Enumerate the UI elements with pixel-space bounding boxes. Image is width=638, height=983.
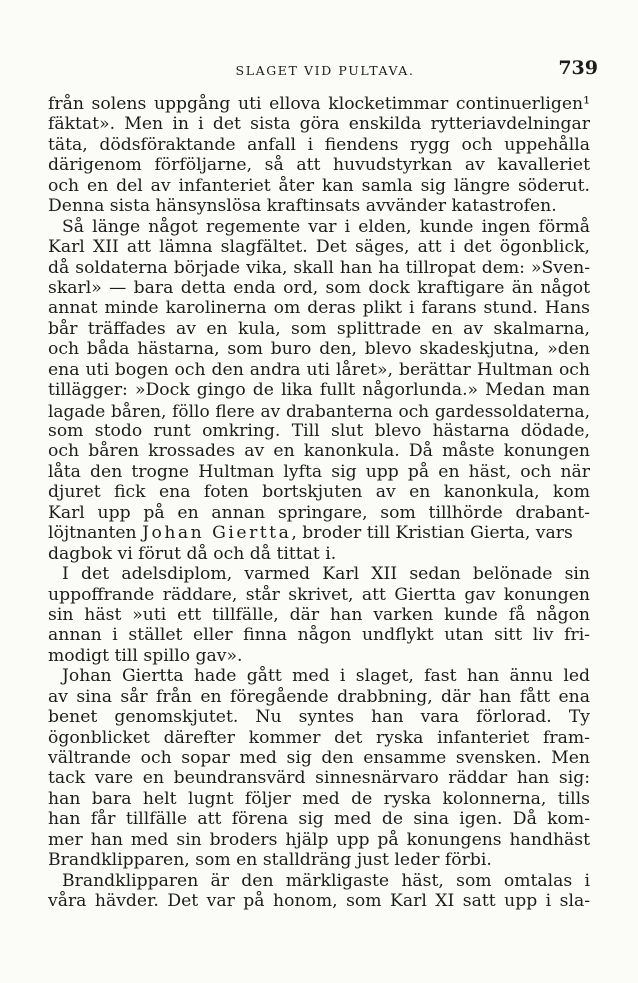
text-line: annan i stället eller finna någon undflykt utan sitt liv fri- bbox=[48, 625, 590, 646]
page-number: 739 bbox=[558, 57, 598, 79]
text-line: skarl» — bara detta enda ord, som dock kraftigare än något bbox=[48, 277, 590, 298]
text-line: Denna sista hänsynslösa kraftinsats avvänder katastrofen. bbox=[48, 196, 557, 217]
spaced-name: Johan Giertta bbox=[142, 523, 292, 544]
text-line: dagbok vi förut då och då tittat i. bbox=[48, 543, 337, 564]
text-line: Brandklipparen är den märkligaste häst, som omtalas i bbox=[62, 870, 590, 891]
text-line: Karl XII att lämna slagfältet. Det säges, att i det ögonblick, bbox=[48, 237, 590, 258]
text-line: från solens uppgång uti ellova klocketimmar continuerligen¹ bbox=[48, 94, 590, 114]
text-line: vältrande och sopar med sig den ensamme svensken. Men bbox=[48, 748, 590, 768]
text-line: modigt till spillo gav». bbox=[48, 645, 243, 666]
text-line: ena uti bogen och den andra uti låret», berättar Hultman och bbox=[48, 359, 590, 380]
text-line: tillägger: »Dock gingo de lika fullt någorlunda.» Medan man bbox=[48, 380, 590, 401]
text-line: låta den trogne Hultman lyfta sig upp på en häst, och när bbox=[48, 461, 590, 482]
text-line: fäktat». Men in i det sista göra enskilda rytteriavdelningar bbox=[48, 114, 590, 135]
running-title: SLAGET VID PULTAVA. bbox=[235, 63, 415, 78]
text-line: bår träffades av en kula, som splittrade en av skalmarna, bbox=[48, 318, 590, 339]
text-line: benet genomskjutet. Nu syntes han vara förlorad. Ty bbox=[48, 707, 590, 728]
text-line: Så länge något regemente var i elden, kunde ingen förmå bbox=[62, 216, 590, 237]
text-line: därigenom förföljarne, så att huvudstyrkan av kavalleriet bbox=[48, 155, 590, 176]
text-line: och båda hästarna, som buro den, blevo skadeskjutna, »den bbox=[48, 339, 590, 360]
text-line: Johan Giertta hade gått med i slaget, fast han ännu led bbox=[62, 666, 590, 687]
text-line: tack vare en beundransvärd sinnesnärvaro räddar han sig: bbox=[48, 768, 590, 789]
text-line: annat minde karolinerna om deras plikt i farans stund. Hans bbox=[48, 298, 590, 319]
text-line: Karl upp på en annan springare, som tillhörde drabant- bbox=[48, 502, 590, 523]
text-line: djuret fick ena foten bortskjuten av en kanonkula, kom bbox=[48, 482, 590, 503]
text-line: mer han med sin broders hjälp upp på konungens handhäst bbox=[48, 829, 590, 850]
text-line: lagade båren, föllo flere av drabanterna och gardessoldaterna, bbox=[48, 400, 590, 421]
text-line: våra hävder. Det var på honom, som Karl XI satt upp i sla- bbox=[48, 891, 590, 912]
text-line: uppoffrande räddare, står skrivet, att Giertta gav konungen bbox=[48, 584, 590, 605]
text-line: I det adelsdiplom, varmed Karl XII sedan belönade sin bbox=[62, 564, 590, 585]
text-line: och båren krossades av en kanonkula. Då måste konungen bbox=[48, 441, 590, 462]
text-line: då soldaterna började vika, skall han ha tillropat dem: »Sven- bbox=[48, 257, 590, 278]
text-line: av sina sår från en föregående drabbning, där han fått ena bbox=[48, 686, 590, 707]
text-line: Brandklipparen, som en stalldräng just leder förbi. bbox=[48, 850, 492, 871]
line-text-head: löjtnanten bbox=[48, 523, 143, 544]
text-line: och en del av infanteriet åter kan samla sig längre söderut. bbox=[48, 175, 590, 196]
text-line: han får tillfälle att förena sig med de sina igen. Då kom- bbox=[48, 809, 590, 830]
page-header bbox=[52, 52, 598, 82]
text-line: täta, dödsföraktande anfall i fiendens rygg och uppehålla bbox=[48, 134, 590, 155]
text-line: som stodo runt omkring. Till slut blevo hästarna dödade, bbox=[48, 421, 590, 441]
text-line bbox=[48, 523, 590, 543]
text-line: sin häst »uti ett tillfälle, där han varken kunde få någon bbox=[48, 604, 590, 625]
text-line: han bara helt lugnt följer med de ryska kolonnerna, tills bbox=[48, 788, 590, 809]
line-text-tail: , broder till Kristian Gierta, vars bbox=[291, 523, 573, 544]
text-line: ögonblicket därefter kommer det ryska infanteriet fram- bbox=[48, 727, 590, 748]
body-text bbox=[48, 94, 590, 912]
